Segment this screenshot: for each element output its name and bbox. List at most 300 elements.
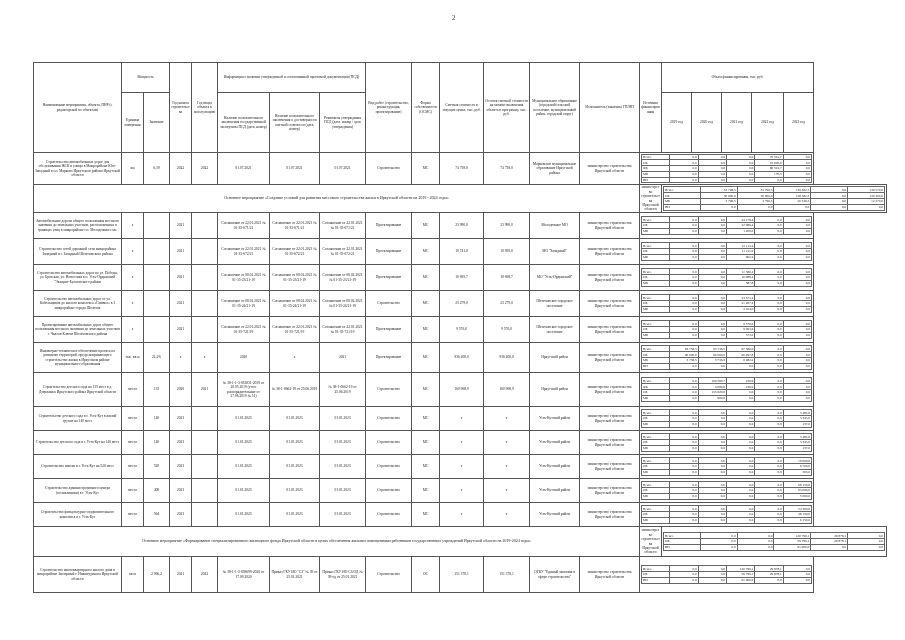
header-value: Значение [144,93,170,153]
funding-value: 0,0 [698,269,726,275]
pd-approval: Соглашение от 08.02.2021 № 01-35-24/21-19 [320,291,366,317]
funding-source: МБ [642,171,670,177]
funding-table [641,320,812,338]
funding-value: 0,0 [755,445,783,451]
funding-value: 0,0 [698,280,726,286]
estimate-balance: х [484,479,530,503]
funding-value: 0,0 [727,493,755,499]
executor: министерство строительства Иркутской области [580,213,640,239]
funding-table [663,186,885,210]
funding-value: 0,0 [670,410,698,416]
funding-value: 0,0 [698,440,726,446]
funding-value: 0,0 [783,390,811,396]
funding-table [641,481,812,499]
funding-value: 0,0 [670,458,698,464]
year-end: х [192,343,218,373]
funding-value: 29 878,1 [755,566,783,572]
funding-value: 139 562,5 [774,187,811,193]
funding-source: ОБ [642,327,670,333]
funding-source: Всего [642,321,670,327]
funding-source: ВИ [664,204,701,210]
funding-value: 12 270,0 [848,199,885,205]
funding-value: 0,0 [698,493,726,499]
executor: министерство строительства Иркутской области [580,317,640,343]
funding-value: 0,0 [755,306,783,312]
pd-approval: 01.01.2023 [320,407,366,431]
executor: министерство строительства Иркутской области [580,265,640,291]
funding-value: 0,0 [670,254,698,260]
pd-cost-expertise: Соглашение от 08.02.2021 № 01-35-23/21-19 [270,265,320,291]
funding-block [662,185,887,213]
funding-table [641,345,812,369]
funding-source: ФБ [642,166,670,172]
header-year-2023: 2023 год [784,93,814,153]
funding-value: 0,0 [755,177,783,183]
funding-value: 139 300,0 [848,193,885,199]
funding-value: 59 799,1 [727,572,755,578]
funding-block [640,317,814,343]
funding-value: 0,0 [737,204,774,210]
funding-value: 0,0 [848,204,885,210]
funding-value: 0,0 [670,269,698,275]
funding-value: 3 796,5 [737,199,774,205]
funding-value: 11 586,4 [727,269,755,275]
funding-value: 0,0 [783,572,811,578]
funding-value: 0,0 [698,243,726,249]
year-end [192,407,218,431]
funding-value: 0,0 [698,577,726,583]
funding-value: 93 736,5 [670,346,698,352]
section-title: Основное мероприятие «Создание условий для развития массового строительства жилья в Иркутской области на 2019 - 2024 годы» [34,185,640,213]
work-type: Строительство [366,373,412,407]
funding-value: 0,0 [670,166,698,172]
executor: министерство строительства Иркутской области [580,343,640,373]
funding-value: 0,0 [727,506,755,512]
municipality: Усть-Кутский район [530,407,580,431]
ownership-form: МС [412,455,440,479]
funding-value: 10 988,4 [727,275,755,281]
header-pd-group: Информация о наличии утвержденной и согласованной проектной документации (ПСД) [218,63,366,93]
funding-value: 0,0 [698,332,726,338]
municipality: Марковское муниципальное образование Иркутской района [530,153,580,185]
funding-value: 0,0 [670,228,698,234]
executor: министерство строительства Иркутской области [640,527,662,557]
year-end [192,213,218,239]
estimate-cost: 23 990,0 [440,213,484,239]
object-name: Строительство автомобильных дорог для обслуживания ЖСК и улицы в Микрорайоне Юго-Западный в г.п. Марково Иркутского района Иркутской области [34,153,122,185]
funding-value: 0,0 [727,440,755,446]
municipality: Усть-Кутский район [530,455,580,479]
year-end [192,239,218,265]
funding-source: МБ [642,469,670,475]
funding-value: 137,0 [783,445,811,451]
capacity-unit: х [122,239,144,265]
funding-value: 0,0 [670,275,698,281]
funding-value: 0,0 [755,482,783,488]
pd-cost-expertise: 01.01.2023 [270,407,320,431]
executor: министерство строительства Иркутской области [580,239,640,265]
funding-value: 30 000,0 [700,193,737,199]
table-row [34,557,887,593]
capacity-unit: места [122,503,144,527]
table-row [34,373,887,407]
funding-table [641,565,812,583]
funding-value: 0,0 [783,352,811,358]
executor: министерство строительства Иркутской области [580,153,640,185]
table-row [34,407,887,431]
funding-table [641,294,812,312]
pd-state-expertise: Соглашение от 08.02.2021 № 01-35-24/21-19 [218,291,270,317]
funding-source: ВИ [642,363,670,369]
estimate-cost: 23 279,0 [440,291,484,317]
funding-value: 0,0 [811,193,848,199]
funding-value: 30 000,0 [737,193,774,199]
funding-value: 4 089,0 [698,384,726,390]
ownership-form: МС [412,407,440,431]
funding-value: 0,0 [727,482,755,488]
funding-source: Всего [642,506,670,512]
funding-value: 0,0 [755,517,783,523]
funding-source: Всего [642,482,670,488]
funding-value: 0,0 [727,517,755,523]
funding-table [641,409,812,427]
funding-value: 0,0 [783,217,811,223]
estimate-cost: 10 741,0 [440,239,484,265]
funding-value: 0,0 [700,533,737,539]
table-row [34,153,887,185]
estimate-balance: 151 378,1 [484,557,530,593]
funding-value: 0,0 [755,410,783,416]
funding-value: 0,0 [698,434,726,440]
funding-source: ОБ [642,512,670,518]
funding-value: 0,0 [783,301,811,307]
funding-value: 0,0 [783,154,811,160]
object-name: Инженерно-техническое обеспечение проекта по развитию территорий, предусматривающего строительство жилья в Иркутском районе муниципального образования [34,343,122,373]
funding-row [642,445,812,451]
work-type: Проектирование [366,265,412,291]
header-work-type: Вид работ (строительство, реконструкция, проектирование) [366,63,412,153]
funding-source: ОБ [642,440,670,446]
municipality: Молодежное МО [530,213,580,239]
funding-value: 0,0 [783,358,811,364]
funding-value: 0,0 [755,577,783,583]
funding-value: 0,0 [783,363,811,369]
funding-value: 22 989,4 [727,223,755,229]
funding-source: ОБ [642,275,670,281]
funding-value: 0,0 [727,434,755,440]
table-row [34,343,887,373]
funding-value: 902,4 [727,254,755,260]
funding-value: 0,0 [670,378,698,384]
pd-approval: 01.01.2023 [320,503,366,527]
funding-row [642,577,812,583]
ownership-form: МС [412,343,440,373]
year-start: 2023 [170,503,192,527]
pd-approval: Соглашение от 22.01.2021 № 01-35-671/21 [320,213,366,239]
funding-value: 0,0 [755,363,783,369]
funding-value: 0,0 [755,506,783,512]
funding-value: 9 700,0 [783,464,811,470]
funding-value: 0,0 [755,280,783,286]
work-type: Строительство [366,431,412,455]
capacity-unit: км [122,153,144,185]
header-year-start: Год начала строительства [170,63,192,153]
pd-approval: Соглашение от 22.01.2021 № 01-35-721/19 [320,317,366,343]
funding-value: 0,0 [670,171,698,177]
funding-value: 0,0 [670,223,698,229]
work-type: Проектирование [366,239,412,265]
funding-row [642,395,812,401]
pd-state-expertise: Соглашение от 22.01.2021 № 01-35-671/21 [218,213,270,239]
funding-value: 0,0 [783,275,811,281]
funding-value: 0,0 [755,458,783,464]
pd-cost-expertise: х [270,343,320,373]
funding-value: 3 736,5 [698,358,726,364]
year-end: 2022 [192,557,218,593]
funding-source: МБ [642,493,670,499]
funding-value: 2 104,0 [727,306,755,312]
funding-value: 0,0 [670,421,698,427]
funding-value: 0,0 [783,249,811,255]
investment-objects-table [33,62,887,593]
funding-value: 0,0 [727,458,755,464]
funding-value: 0,0 [755,395,783,401]
capacity-unit: места [122,455,144,479]
funding-value: 0,0 [670,469,698,475]
ownership-form: МС [412,431,440,455]
funding-value: 90 000,0 [670,352,698,358]
funding-value: 0,0 [670,390,698,396]
funding-value: 0,0 [783,346,811,352]
pd-state-expertise: 01.01.2023 [218,479,270,503]
funding-value: 60 497,8 [727,352,755,358]
funding-value: 960,0 [698,395,726,401]
pd-approval: Соглашение от 08.02.2021 № 01-35-23/21-19 [320,265,366,291]
funding-source: ОБ [642,160,670,166]
funding-value: 0,0 [698,482,726,488]
funding-value: 0,0 [698,512,726,518]
funding-value: 0,0 [755,352,783,358]
year-end [192,455,218,479]
funding-value: 0,0 [698,421,726,427]
capacity-value: 2 966,2 [144,557,170,593]
funding-value: 0,0 [670,295,698,301]
capacity-value [144,213,170,239]
funding-source: Всего [642,410,670,416]
funding-source: МБ [642,445,670,451]
funding-value: 300,0 [783,469,811,475]
pd-cost-expertise: 01.07.2021 [270,153,320,185]
funding-value: 0,0 [670,332,698,338]
funding-table [641,154,812,184]
section-row [34,185,887,213]
municipality: Усть-Кутский район [530,431,580,455]
funding-row [642,493,812,499]
funding-row [642,421,812,427]
pd-cost-expertise: Приказ ГКУ ИО "СЗ" № 39 от 25.01.2021 [270,557,320,593]
funding-source: Всего [642,458,670,464]
object-name: Строительство многоквартирного жилого дома в микрорайоне Заозерный г. Нижнеудинска Иркутской области [34,557,122,593]
year-end [192,265,218,291]
funding-value: 0,0 [755,378,783,384]
funding-value: 0,0 [670,506,698,512]
funding-block [640,153,814,185]
ownership-form: МС [412,479,440,503]
funding-value: 0,0 [811,544,848,550]
funding-source: Всего [664,533,701,539]
year-start: 2023 [170,407,192,431]
funding-value: 0,0 [670,482,698,488]
funding-value: 6 150,0 [783,517,811,523]
funding-value: 0,0 [670,243,698,249]
funding-value: 48 150,0 [783,512,811,518]
capacity-value [144,265,170,291]
capacity-value: 6,39 [144,153,170,185]
estimate-balance: 160 968,9 [484,373,530,407]
pd-cost-expertise: 01.01.2023 [270,479,320,503]
municipality: Иркутский район [530,373,580,407]
funding-value: 0,0 [670,512,698,518]
object-name: Строительство автомобильных дорог по ул. Победы, ул. Братская, ул. Новостная в п. Усть-Ордынский "Экхирит-Булагатского района [34,265,122,291]
funding-source: Всего [642,378,670,384]
funding-value: 59 799,1 [774,539,811,545]
funding-value: 60 591,7 [755,166,783,172]
table-row [34,265,887,291]
year-start: 2023 [170,479,192,503]
capacity-unit: места [122,431,144,455]
funding-table [641,377,812,401]
funding-value: 0,0 [848,544,885,550]
funding-row [642,517,812,523]
header-pd-approve: Реквизиты утверждения ПСД (дата, номер / срок утверждения) [320,93,366,153]
funding-row [642,306,812,312]
funding-value: 0,0 [755,440,783,446]
capacity-unit: места [122,407,144,431]
funding-value: 10 000,0 [755,160,783,166]
funding-value: 20 346,5 [774,199,811,205]
capacity-value: 520 [144,455,170,479]
funding-value: 0,0 [727,177,755,183]
funding-source: МБ [642,517,670,523]
funding-value: 0,0 [698,506,726,512]
estimate-balance: 10 395,0 [484,239,530,265]
pd-state-expertise: Соглашение от 22.01.2021 № 01-35-672/21 [218,239,270,265]
funding-value: 573,0 [727,332,755,338]
pd-state-expertise: № 38-1-1-3-058699-2020 от 17.09.2020 [218,557,270,593]
funding-value: 63 090,0 [783,488,811,494]
estimate-cost: 9 576,0 [440,317,484,343]
ownership-form: МС [412,317,440,343]
funding-value: 0,0 [755,223,783,229]
funding-source: Всего [642,346,670,352]
funding-table [641,457,812,475]
funding-value: 0,0 [783,295,811,301]
pd-cost-expertise: Соглашение от 22.01.2021 № 01-35-671/21 [270,213,320,239]
funding-row [642,254,812,260]
funding-source: ОБ [642,301,670,307]
header-pd-cost: Наличие положительного заключения о достоверности сметной стоимости (дата, номер) [270,93,320,153]
funding-source: МБ [664,199,701,205]
funding-value: 0,0 [698,488,726,494]
funding-value: 1 209,0 [727,228,755,234]
funding-value: 61 000,0 [774,544,811,550]
funding-source: ОБ [664,193,701,199]
capacity-unit: места [122,373,144,407]
header-source: Источник финансирования [640,63,662,153]
estimate-balance: 74 758,0 [484,153,530,185]
funding-value: 24 178,4 [727,217,755,223]
header-form: Форма собственности (ОСМС) [412,63,440,153]
funding-value: 0,0 [670,306,698,312]
funding-value: 0,0 [727,410,755,416]
funding-value: 587,8 [727,280,755,286]
funding-block [640,213,814,239]
year-start: 2021 [170,557,192,593]
funding-block [640,407,814,431]
funding-value: 0,0 [698,154,726,160]
funding-value: 0,0 [670,395,698,401]
estimate-cost: х [440,455,484,479]
funding-value: 0,0 [755,301,783,307]
municipality: Усть-Кутский район [530,503,580,527]
funding-source: МБ [642,228,670,234]
pd-approval: 01.01.2023 [320,431,366,455]
funding-value: 0,0 [755,327,783,333]
funding-value: 0,0 [698,410,726,416]
ownership-form: МС [412,373,440,407]
table-row [34,503,887,527]
year-start: 2021 [170,239,192,265]
object-name: Строительство детского сада в г. Усть-Кут в жилой группе на 140 мест [34,407,122,431]
funding-table [641,433,812,451]
capacity-unit: места [122,479,144,503]
funding-source: ОБ [642,572,670,578]
year-start: 2022 [170,153,192,185]
funding-value: 61 000,0 [727,577,755,583]
pd-cost-expertise: 01.01.2023 [270,431,320,455]
funding-value: 0,0 [755,512,783,518]
funding-block [640,343,814,373]
year-end: 2022 [192,153,218,185]
funding-value: 0,0 [670,321,698,327]
funding-value: 0,0 [670,384,698,390]
pd-approval: Приказ ГКУ ИО СЗ/ОД № 39-од от 25.01.2021 [320,557,366,593]
estimate-cost: 10 695,7 [440,265,484,291]
year-start: 2020 [170,373,192,407]
funding-value: 0,0 [698,327,726,333]
funding-value: 67 580,0 [727,346,755,352]
work-type: Проектирование [366,213,412,239]
funding-value: 0,0 [783,306,811,312]
object-name: Строительство детского сада на 135 мест в д. Дзержинск Иркутского района Иркутской области [34,373,122,407]
funding-value: 0,0 [783,321,811,327]
funding-value: 0,0 [737,539,774,545]
work-type: Строительство [366,455,412,479]
year-start: х [170,343,192,373]
work-type: Проектирование [366,343,412,373]
funding-value: 0,0 [670,160,698,166]
table-row [34,291,887,317]
funding-source: ОБ [642,249,670,255]
funding-value: 0,0 [755,390,783,396]
funding-value: 0,0 [755,269,783,275]
funding-row [642,228,812,234]
funding-value: 0,0 [700,204,737,210]
funding-row [642,280,812,286]
funding-source: ОБ [642,223,670,229]
funding-value: 0,0 [698,223,726,229]
funding-value: 0,0 [727,171,755,177]
